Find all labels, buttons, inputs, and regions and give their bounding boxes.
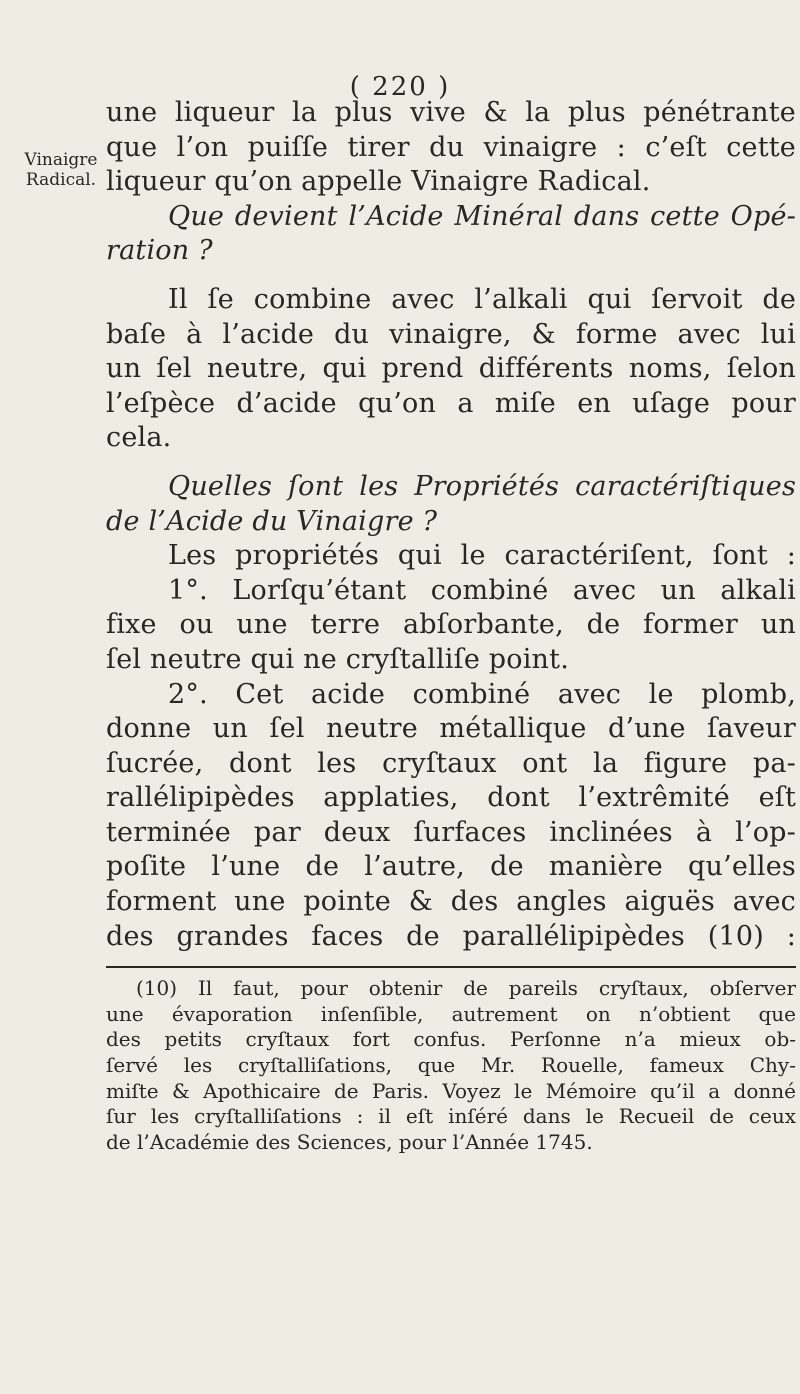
footnote-line: de l’Académie des Sciences, pour l’Année 1745. (106, 1129, 593, 1154)
text-line: fixe ou une terre abſorbante, de former un (106, 609, 796, 641)
question-heading: ration ? (106, 235, 213, 267)
text-line: donne un ſel neutre métallique d’une ſaveur (106, 713, 796, 745)
question-heading: Quelles ſont les Propriétés caractériſtiques (168, 470, 796, 502)
footnote-line: ſur les cryſtalliſations : il eſt inſéré dans le Recueil de ceux (106, 1104, 796, 1129)
text-line: liqueur qu’on appelle Vinaigre Radical. (106, 166, 651, 198)
text-line: ſel neutre qui ne cryſtalliſe point. (106, 643, 569, 675)
text-line: une liqueur la plus vive & la plus pénétrante (106, 97, 796, 128)
text-line: Les propriétés qui le caractériſent, ſont : (168, 540, 796, 572)
text-line: cela. (106, 422, 172, 454)
text-line: des grandes faces de parallélipipèdes (10) : (106, 920, 796, 952)
text-line: un ſel neutre, qui prend différents noms, ſelon (106, 353, 796, 385)
text-line: ſucrée, dont les cryſtaux ont la figure pa- (106, 747, 796, 779)
text-line: 1°. Lorſqu’étant combiné avec un alkali (168, 574, 796, 606)
text-line: baſe à l’acide du vinaigre, & forme avec lui (106, 318, 796, 350)
text-line: forment une pointe & des angles aiguës avec (106, 886, 796, 918)
text-line: 2°. Cet acide combiné avec le plomb, (168, 678, 796, 710)
footnote-line: une évaporation inſenſible, autrement on n’obtient que (106, 1001, 796, 1026)
footnote-line: miſte & Apothicaire de Paris. Voyez le Mémoire qu’il a donné (106, 1078, 796, 1103)
text-line: que l’on puiſſe tirer du vinaigre : c’eſt cette (106, 131, 796, 163)
main-text (106, 96, 796, 1155)
text-line: poſite l’une de l’autre, de manière qu’elles (106, 851, 796, 883)
footnote-line: ſervé les cryſtalliſations, que Mr. Rouelle, fameux Chy- (106, 1053, 796, 1078)
margin-note-line: Radical. (25, 170, 97, 190)
margin-note-line: Vinaigre (24, 150, 98, 170)
text-line: terminée par deux ſurfaces inclinées à l’op- (106, 816, 796, 848)
margin-note (18, 150, 104, 190)
question-heading: Que devient l’Acide Minéral dans cette Opé- (168, 200, 796, 232)
footnote-line: (10) Il faut, pour obtenir de pareils cryſtaux, obſerver (136, 976, 796, 1001)
text-line: Il ſe combine avec l’alkali qui ſervoit de (168, 283, 796, 315)
text-line: rallélipipèdes applaties, dont l’extrêmité eſt (106, 782, 796, 814)
footnote-divider (106, 966, 796, 968)
text-line: l’eſpèce d’acide qu’on a miſe en uſage pour (106, 387, 796, 419)
footnote-line: des petits cryſtaux fort confus. Perſonne n’a mieux ob- (106, 1027, 796, 1052)
page-number: ( 220 ) (349, 72, 451, 102)
question-heading: de l’Acide du Vinaigre ? (106, 505, 438, 537)
